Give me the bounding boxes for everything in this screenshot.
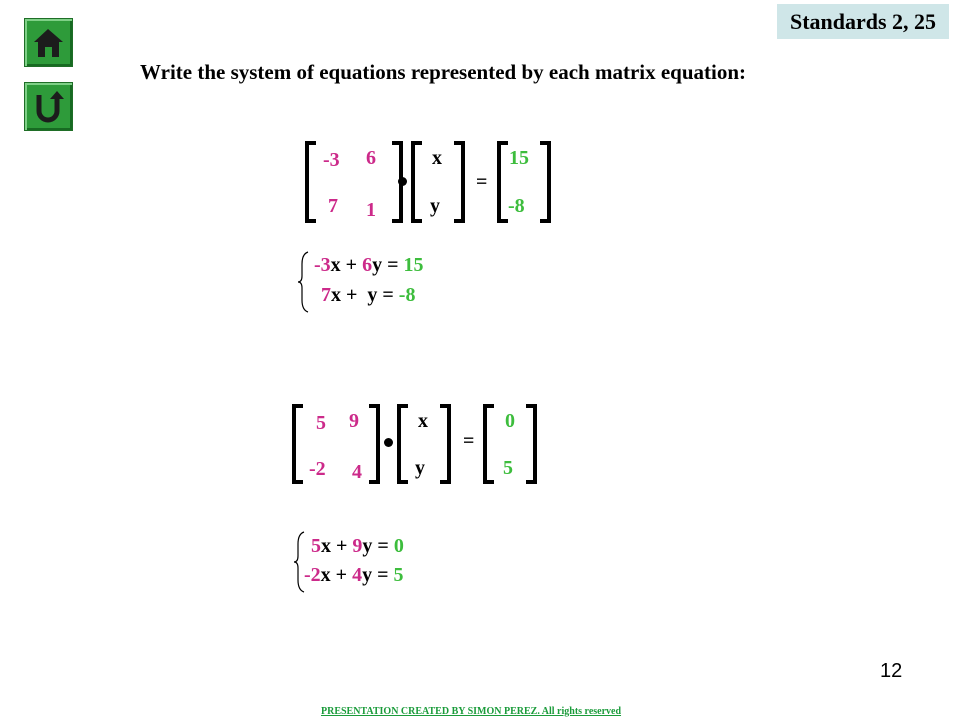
constant2-2: 5 xyxy=(503,457,513,479)
matrix2-a21: -2 xyxy=(309,458,326,480)
vector2-y: y xyxy=(415,457,425,479)
vector2-x: x xyxy=(418,410,428,432)
equation-2-1: 5x + 9y = 0 xyxy=(311,535,404,557)
home-icon xyxy=(31,25,66,60)
equation-1-2: 7x + y = -8 xyxy=(321,284,416,306)
constant2-1: 0 xyxy=(505,410,515,432)
page-title: Write the system of equations represented by each matrix equation: xyxy=(140,60,747,84)
equals-sign-1: = xyxy=(476,171,488,193)
equation-2-2: -2x + 4y = 5 xyxy=(304,564,404,586)
matrix2-a12: 9 xyxy=(349,410,359,432)
matrix1-a21: 7 xyxy=(328,195,338,217)
system-brace-1 xyxy=(296,250,310,314)
return-icon xyxy=(31,89,66,124)
coefficient-matrix-brackets-2 xyxy=(289,403,383,485)
matrix1-a11: -3 xyxy=(323,149,340,171)
constant1-1: 15 xyxy=(509,147,529,169)
multiplication-dot-2 xyxy=(384,438,393,447)
matrix2-a11: 5 xyxy=(316,412,326,434)
footer-credit-link[interactable]: PRESENTATION CREATED BY SIMON PEREZ. All rights reserved xyxy=(321,706,622,717)
page-number: 12 xyxy=(880,660,903,682)
coefficient-matrix-brackets-1 xyxy=(302,140,406,224)
standards-badge: Standards 2, 25 xyxy=(777,4,949,39)
return-button[interactable] xyxy=(24,82,73,131)
vector1-y: y xyxy=(430,195,440,217)
constant1-2: -8 xyxy=(508,195,525,217)
matrix2-a22: 4 xyxy=(352,461,362,483)
home-button[interactable] xyxy=(24,18,73,67)
equals-sign-2: = xyxy=(463,430,475,452)
matrix1-a22: 1 xyxy=(366,199,376,221)
matrix1-a12: 6 xyxy=(366,147,376,169)
equation-1-1: -3x + 6y = 15 xyxy=(314,254,424,276)
vector1-x: x xyxy=(432,147,442,169)
multiplication-dot-1 xyxy=(398,177,407,186)
